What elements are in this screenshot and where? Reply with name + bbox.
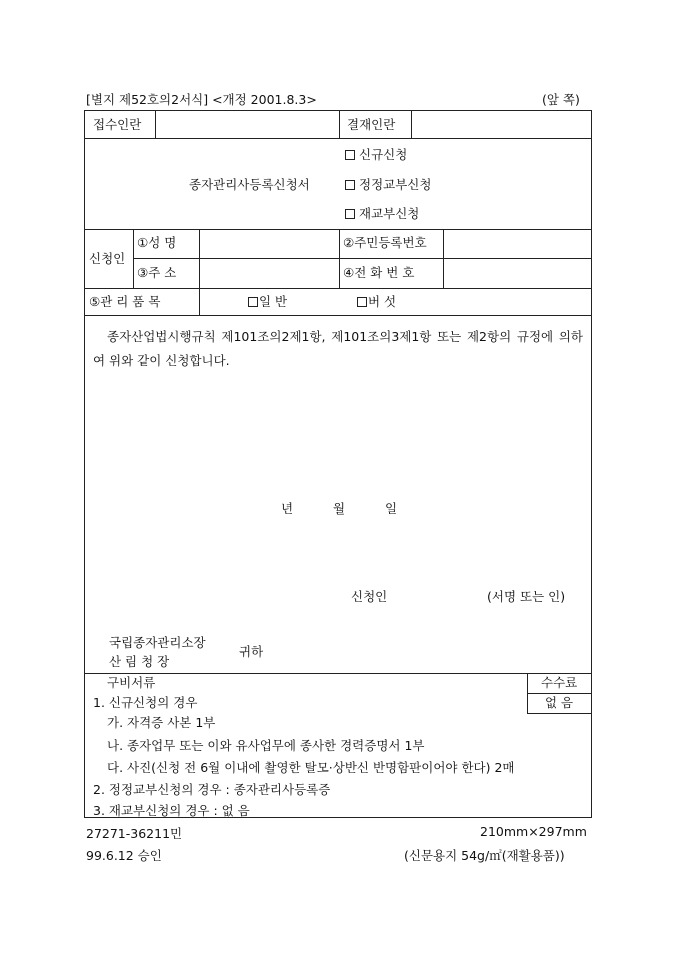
- doc-item: 2. 정정교부신청의 경우 : 종자관리사등록증: [93, 782, 331, 797]
- checkbox-new[interactable]: 신규신청: [345, 147, 407, 163]
- recipient-honorific: 귀하: [239, 644, 264, 659]
- date-month: 월: [333, 501, 346, 516]
- doc-item: 가. 자격증 사본 1부: [107, 715, 216, 730]
- approval-label: 결재인란: [347, 117, 396, 132]
- form-number: [별지 제52호의2서식] <개정 2001.8.3>: [86, 92, 317, 107]
- checkbox-icon: [248, 297, 258, 307]
- doc-item: 1. 신규신청의 경우: [93, 695, 198, 710]
- fee-value: 없 음: [545, 695, 574, 710]
- checkbox-icon: [345, 180, 355, 190]
- application-form: [84, 110, 592, 818]
- address-label: ③주 소: [137, 265, 177, 280]
- doc-item: 나. 종자업무 또는 이와 유사업무에 종사한 경력증명서 1부: [107, 738, 425, 753]
- name-label: ①성 명: [137, 235, 177, 250]
- option-mushroom[interactable]: 버 섯: [357, 294, 396, 310]
- date-year: 년: [281, 501, 294, 516]
- recipient-line2: 산 림 청 장: [109, 654, 170, 669]
- statement-text: 종자산업법시행규칙 제101조의2제1항, 제101조의3제1항 또는 제2항의 규정에 의하여 위와 같이 신청합니다.: [93, 329, 583, 368]
- receipt-label: 접수인란: [93, 117, 142, 132]
- signer-label: 신청인: [351, 589, 388, 604]
- checkbox-icon: [345, 150, 355, 160]
- option-general[interactable]: 일 반: [248, 294, 287, 310]
- category-label: ⑤관 리 품 목: [89, 294, 161, 309]
- documents-header: 구비서류: [107, 675, 156, 690]
- rrn-label: ②주민등록번호: [343, 235, 427, 250]
- paper-spec: (신문용지 54g/㎡(재활용품)): [404, 848, 565, 863]
- doc-item: 다. 사진(신청 전 6월 이내에 촬영한 탈모·상반신 반명함판이어야 한다) 2매: [107, 760, 515, 775]
- checkbox-reissue[interactable]: 재교부신청: [345, 206, 419, 222]
- phone-label: ④전 화 번 호: [343, 265, 415, 280]
- paper-size: 210mm×297mm: [480, 824, 587, 839]
- signature-note: (서명 또는 인): [487, 589, 566, 604]
- doc-item: 3. 재교부신청의 경우 : 없 음: [93, 803, 250, 818]
- form-title: 종자관리사등록신청서: [189, 177, 310, 192]
- form-code: 27271-36211민: [86, 826, 183, 841]
- applicant-label: 신청인: [89, 251, 126, 266]
- checkbox-icon: [345, 209, 355, 219]
- approval-date: 99.6.12 승인: [86, 848, 162, 863]
- page-side: (앞 쪽): [542, 92, 580, 107]
- recipient-line1: 국립종자관리소장: [109, 635, 206, 650]
- checkbox-correction[interactable]: 정정교부신청: [345, 177, 431, 193]
- date-day: 일: [385, 501, 398, 516]
- checkbox-icon: [357, 297, 367, 307]
- fee-label: 수수료: [541, 675, 578, 690]
